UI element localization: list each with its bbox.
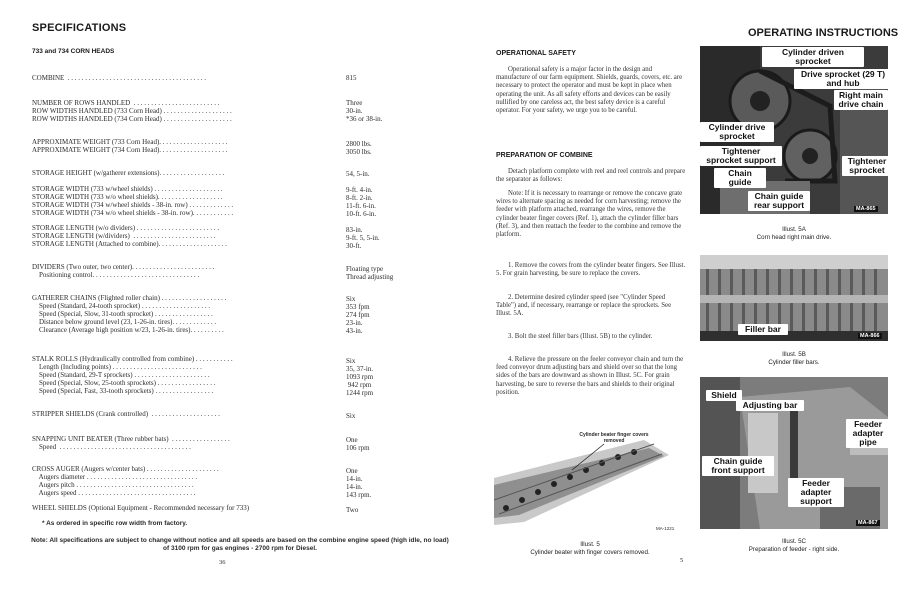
label-tightener-sprocket-support: Tightener sprocket support xyxy=(700,146,782,166)
spec-value: Six xyxy=(346,295,356,303)
spec-label: STORAGE LENGTH (w/dividers) . . . . . . . . . . . . . . . . . . . . . . . . xyxy=(32,232,216,240)
spec-value: Floating type xyxy=(346,265,384,273)
illust-5b-photo xyxy=(700,255,888,341)
spec-value: 942 rpm xyxy=(346,381,372,389)
spec-label: Positioning control. . . . . . . . . . . . . . . . . . . . . . . . . . . . . . . xyxy=(32,271,200,279)
spec-value: 14-in. xyxy=(346,483,363,491)
label-shield: Shield xyxy=(706,390,742,401)
spec-label: CROSS AUGER (Augers w/center bats) . . . . . . . . . . . . . . . . . . . . . xyxy=(32,465,219,473)
spec-value: 353 fpm xyxy=(346,303,370,311)
illust-5-code: MA-1221 xyxy=(656,526,675,531)
section-heading: PREPARATION OF COMBINE xyxy=(496,152,593,159)
spec-label: Augers speed . . . . . . . . . . . . . . . . . . . . . . . . . . . . . . . . . . xyxy=(32,489,196,497)
spec-label: STORAGE WIDTH (734 w/wheel shields - 38-in. row) . . . . . . . . . . . . . xyxy=(32,201,234,209)
illust-5c-caption xyxy=(700,538,888,554)
step-1: 1. Remove the covers from the cylinder beater fingers. See Illust. 5. For grain harvesting, be sure to replace the covers. xyxy=(496,262,686,278)
spec-label: Speed (Standard, 24-tooth sprocket) . . . . . . . . . . . . . . . . . . . . xyxy=(32,302,211,310)
spec-label: ROW WIDTHS HANDLED (734 Corn Head) . . . . . . . . . . . . . . . . . . . . xyxy=(32,115,232,123)
spec-label: GATHERER CHAINS (Flighted roller chain) . . . . . . . . . . . . . . . . . . . xyxy=(32,294,227,302)
spec-label: Augers diameter . . . . . . . . . . . . . . . . . . . . . . . . . . . . . . . . xyxy=(32,473,198,481)
label-cylinder-driven-sprocket: Cylinder driven sprocket xyxy=(762,47,864,67)
cylinder-beater-drawing xyxy=(494,430,686,538)
illust-5-photo xyxy=(494,430,686,538)
illust-5-label: Cylinder beater finger covers removed xyxy=(579,432,649,444)
caption-text: Preparation of feeder - right side. xyxy=(748,546,840,553)
page-number: 36 xyxy=(219,559,226,566)
label-right-main-drive-chain: Right main drive chain xyxy=(834,90,888,110)
spec-value: 11-ft. 6-in. xyxy=(346,202,376,210)
spec-value: Three xyxy=(346,99,363,107)
spec-label: Speed (Standard, 29-T sprockets) . . . . . . . . . . . . . . . . . . . . . . xyxy=(32,371,210,379)
filler-bars-photo xyxy=(700,255,888,341)
illust-5c-code: MA-867 xyxy=(858,520,878,526)
spec-value: 143 rpm. xyxy=(346,491,372,499)
step-2: 2. Determine desired cylinder speed (see "Cylinder Speed Table") and, if necessary, rearrange or replace the sprockets. See Illust. 5A. xyxy=(496,294,672,318)
spec-value: 35, 37-in. xyxy=(346,365,374,373)
spec-label: COMBINE . . . . . . . . . . . . . . . . . . . . . . . . . . . . . . . . . . . . . . . . xyxy=(32,74,207,82)
label-feeder-adapter-pipe: Feeder adapter pipe xyxy=(846,419,888,448)
illust-5-caption xyxy=(494,541,686,557)
spec-value: 9-ft. 4-in. xyxy=(346,186,373,194)
spec-value: One xyxy=(346,467,358,475)
spec-label: Speed (Special, Slow, 31-tooth sprocket) . . . . . . . . . . . . . . . . . xyxy=(32,310,213,318)
spec-value: Thread adjusting xyxy=(346,273,394,281)
spec-value: 23-in. xyxy=(346,319,363,327)
spec-label: Augers pitch . . . . . . . . . . . . . . . . . . . . . . . . . . . . . . . . . . xyxy=(32,481,194,489)
label-cylinder-drive-sprocket: Cylinder drive sprocket xyxy=(700,122,774,142)
section-heading: OPERATIONAL SAFETY xyxy=(496,50,576,57)
spec-label: APPROXIMATE WEIGHT (733 Corn Head). . . . . . . . . . . . . . . . . . . . xyxy=(32,138,228,146)
spec-value: 2800 lbs. xyxy=(346,140,372,148)
spec-value: Six xyxy=(346,357,356,365)
spec-value: 1244 rpm xyxy=(346,389,374,397)
section-subtitle: 733 and 734 CORN HEADS xyxy=(32,48,115,55)
spec-value: 9-ft. 5, 5-in. xyxy=(346,234,380,242)
spec-label: STORAGE HEIGHT (w/gatherer extensions). . . . . . . . . . . . . . . . . . . xyxy=(32,169,225,177)
label-drive-sprocket: Drive sprocket (29 T) and hub xyxy=(794,69,888,89)
caption-number: Illust. 5B xyxy=(782,351,806,358)
spec-label: STORAGE LENGTH (w/o dividers) . . . . . . . . . . . . . . . . . . . . . . . . xyxy=(32,224,220,232)
step-4: 4. Relieve the pressure on the feeler conveyor chain and turn the feed conveyor drum adjusting bars and shield over so that the long sides of the bars are downward as shown in Illust. 5C. For grain harvesting, be sure to reverse the bars and shields to their original position. xyxy=(496,356,684,396)
spec-label: STRIPPER SHIELDS (Crank controlled) . . . . . . . . . . . . . . . . . . . . xyxy=(32,410,220,418)
spec-value: 83-in. xyxy=(346,226,363,234)
spec-value: Six xyxy=(346,412,356,420)
spec-label: STORAGE LENGTH (Attached to combine). . . . . . . . . . . . . . . . . . . . xyxy=(32,240,227,248)
page-title: OPERATING INSTRUCTIONS xyxy=(748,27,899,39)
spec-value: 8-ft. 2-in. xyxy=(346,194,373,202)
illust-5a-photo xyxy=(700,46,888,214)
prep-note: Note: If it is necessary to rearrange or remove the concave grate wires to alternate spacing as needed for corn harvesting; remove the feeder with platform attached, rearrange the wires, remove the cylinder beater finger covers (Ref. 1), attach the cylinder filler bars (Ref. 3), and then reattach the feeder to the combine and remove the platform. xyxy=(496,190,683,239)
spec-value: 54, 5-in. xyxy=(346,170,370,178)
spec-label: Speed (Special, Fast, 33-tooth sprockets) . . . . . . . . . . . . . . . . . xyxy=(32,387,214,395)
prep-intro: Detach platform complete with reel and reel controls and prepare the separator as follows: xyxy=(496,168,686,184)
illust-5c-photo xyxy=(700,377,888,529)
spec-value: 106 rpm xyxy=(346,444,370,452)
safety-paragraph: Operational safety is a major factor in the design and manufacture of our farm equipment. Shields, guards, covers, etc. are necessary to protect the operator and must be kept in place when operating the unit. As all safety efforts and devices can be easily nullified by one careless act, the best safety device is a careful operator. For your safety, we urge you to be careful. xyxy=(496,66,683,115)
label-filler-bar: Filler bar xyxy=(738,324,788,335)
label-chain-guide-front-support: Chain guide front support xyxy=(702,456,774,476)
spec-value: 30-in. xyxy=(346,107,363,115)
spec-value: *36 or 38-in. xyxy=(346,115,383,123)
caption-number: Illust. 5 xyxy=(580,541,600,548)
illust-5b-code: MA-866 xyxy=(860,333,880,339)
page-number: 5 xyxy=(680,557,684,564)
illust-5b-caption xyxy=(700,351,888,367)
spec-label: Speed (Special, Slow, 25-tooth sprockets) . . . . . . . . . . . . . . . . . xyxy=(32,379,216,387)
spec-label: ROW WIDTHS HANDLED (733 Corn Head) . . . . . . . . . . . . . . . . . . . . xyxy=(32,107,232,115)
spec-label: Distance below ground level (23, 1-26-in. tires). . . . . . . . . . . . . xyxy=(32,318,217,326)
label-feeder-adapter-support: Feeder adapter support xyxy=(788,478,844,507)
label-chain-guide-rear-support: Chain guide rear support xyxy=(748,191,810,211)
spec-value: 3050 lbs. xyxy=(346,148,372,156)
spec-label: NUMBER OF ROWS HANDLED . . . . . . . . . . . . . . . . . . . . . . . . . xyxy=(32,99,220,107)
label-tightener-sprocket: Tightener sprocket xyxy=(842,156,888,176)
spec-value: 815 xyxy=(346,74,357,82)
spec-label: Speed . . . . . . . . . . . . . . . . . . . . . . . . . . . . . . . . . . . . . . xyxy=(32,443,191,451)
page-title: SPECIFICATIONS xyxy=(32,22,127,34)
spec-label: Length (Including points) . . . . . . . . . . . . . . . . . . . . . . . . . . xyxy=(32,363,202,371)
spec-label: Clearance (Average high position w/23, 1-26-in. tires). . . . . . . . . . xyxy=(32,326,224,334)
illust-5a-caption xyxy=(700,226,888,242)
spec-value: 14-in. xyxy=(346,475,363,483)
specs-note: Note: All specifications are subject to change without notice and all speeds are based on the combine engine speed (high idle, no load) of 3100 rpm for gas engines - 2700 rpm for Diesel. xyxy=(31,537,449,552)
spec-value: 1093 rpm xyxy=(346,373,374,381)
caption-number: Illust. 5A xyxy=(782,226,806,233)
spec-label: STALK ROLLS (Hydraulically controlled from combine) . . . . . . . . . . . xyxy=(32,355,233,363)
spec-value: One xyxy=(346,436,358,444)
footnote: * As ordered in specific row width from factory. xyxy=(42,520,188,527)
label-chain-guide: Chain guide xyxy=(714,168,766,188)
label-adjusting-bar: Adjusting bar xyxy=(736,400,804,411)
spec-label: DIVIDERS (Two outer, two center). . . . . . . . . . . . . . . . . . . . . . . . xyxy=(32,263,215,271)
spec-label: SNAPPING UNIT BEATER (Three rubber bats) . . . . . . . . . . . . . . . . . xyxy=(32,435,230,443)
spec-value: Two xyxy=(346,506,359,514)
spec-value: 10-ft. 6-in. xyxy=(346,210,377,218)
illust-5a-code: MA-865 xyxy=(856,206,876,212)
spec-label: STORAGE WIDTH (734 w/o wheel shields - 38-in. row). . . . . . . . . . . . xyxy=(32,209,234,217)
spec-label: STORAGE WIDTH (733 w/o wheel shields). . . . . . . . . . . . . . . . . . . xyxy=(32,193,223,201)
step-3: 3. Bolt the steel filler bars (Illust. 5B) to the cylinder. xyxy=(508,333,653,340)
spec-label: STORAGE WIDTH (733 w/wheel shields) . . . . . . . . . . . . . . . . . . . . xyxy=(32,185,223,193)
caption-text: Cylinder beater with finger covers removed. xyxy=(530,549,650,556)
spec-value: 43-in. xyxy=(346,327,363,335)
caption-text: Corn head right main drive. xyxy=(756,234,832,241)
spec-label: WHEEL SHIELDS (Optional Equipment - Recommended necessary for 733) xyxy=(32,504,250,512)
spec-label: APPROXIMATE WEIGHT (734 Corn Head). . . . . . . . . . . . . . . . . . . . xyxy=(32,146,228,154)
spec-value: 274 fpm xyxy=(346,311,370,319)
spec-value: 30-ft. xyxy=(346,242,362,250)
caption-text: Cylinder filler bars. xyxy=(768,359,820,366)
caption-number: Illust. 5C xyxy=(781,538,807,545)
